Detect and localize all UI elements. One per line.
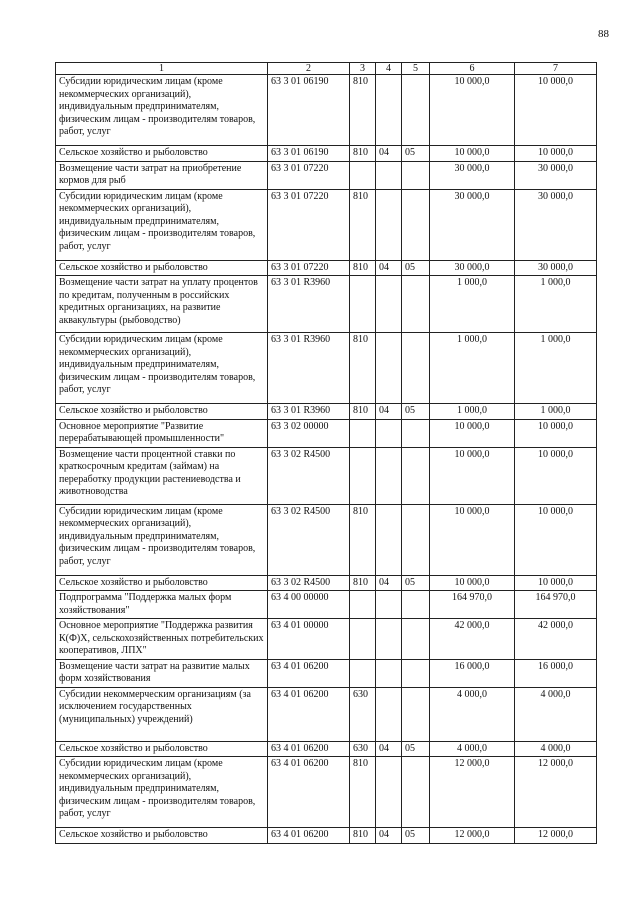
row-code-cell: 63 3 01 07220 [268,189,350,260]
row-sum-2024-cell: 30 000,0 [430,260,515,276]
row-name-cell: Субсидии юридическим лицам (кроме некоммерческих организаций), индивидуальным предпринимателям, физическим лицам - производителям товаров, работ, услуг [56,504,268,575]
row-vr-cell [350,161,376,189]
column-header: 5 [402,63,430,75]
row-code-cell: 63 3 01 06190 [268,146,350,162]
table-row [56,447,597,504]
row-name-cell: Субсидии юридическим лицам (кроме некоммерческих организаций), индивидуальным предпринимателям, физическим лицам - производителям товаров, работ, услуг [56,75,268,146]
row-sum-2025-cell: 30 000,0 [515,189,597,260]
row-code-cell: 63 4 01 06200 [268,659,350,687]
row-code-cell: 63 3 01 06190 [268,75,350,146]
row-sum-2024-cell: 16 000,0 [430,659,515,687]
row-rz-cell [376,687,402,741]
row-code-cell: 63 3 01 R3960 [268,333,350,404]
row-vr-cell: 810 [350,75,376,146]
row-sum-2024-cell: 30 000,0 [430,189,515,260]
row-sum-2025-cell: 1 000,0 [515,276,597,333]
table-row [56,504,597,575]
row-rz-cell [376,659,402,687]
row-rz-cell [376,75,402,146]
table-row [56,333,597,404]
row-pr-cell: 05 [402,741,430,757]
row-rz-cell [376,757,402,828]
table-row [56,75,597,146]
row-vr-cell: 810 [350,828,376,844]
row-sum-2024-cell: 10 000,0 [430,575,515,591]
table-row [56,741,597,757]
row-name-cell: Подпрограмма "Поддержка малых форм хозяйствования" [56,591,268,619]
row-name-cell: Субсидии юридическим лицам (кроме некоммерческих организаций), индивидуальным предпринимателям, физическим лицам - производителям товаров, работ, услуг [56,333,268,404]
row-name-cell: Сельское хозяйство и рыболовство [56,404,268,420]
table-row [56,146,597,162]
row-sum-2025-cell: 1 000,0 [515,404,597,420]
row-rz-cell [376,591,402,619]
column-header: 1 [56,63,268,75]
row-code-cell: 63 3 02 R4500 [268,447,350,504]
row-pr-cell: 05 [402,146,430,162]
row-sum-2024-cell: 4 000,0 [430,741,515,757]
row-name-cell: Основное мероприятие "Поддержка развития К(Ф)Х, сельскохозяйственных потребительских кооперативов, ЛПХ" [56,619,268,660]
row-sum-2025-cell: 12 000,0 [515,828,597,844]
row-sum-2025-cell: 16 000,0 [515,659,597,687]
row-sum-2025-cell: 10 000,0 [515,146,597,162]
row-sum-2025-cell: 10 000,0 [515,447,597,504]
row-sum-2024-cell: 10 000,0 [430,447,515,504]
row-code-cell: 63 4 01 06200 [268,828,350,844]
row-sum-2024-cell: 4 000,0 [430,687,515,741]
row-name-cell: Возмещение части процентной ставки по краткосрочным кредитам (займам) на переработку продукции растениеводства и животноводства [56,447,268,504]
row-pr-cell: 05 [402,260,430,276]
row-rz-cell: 04 [376,146,402,162]
row-vr-cell: 630 [350,741,376,757]
row-code-cell: 63 3 01 07220 [268,260,350,276]
row-rz-cell: 04 [376,575,402,591]
row-name-cell: Возмещение части затрат на развитие малых форм хозяйствования [56,659,268,687]
table-row [56,591,597,619]
row-sum-2024-cell: 1 000,0 [430,404,515,420]
row-code-cell: 63 4 01 00000 [268,619,350,660]
column-header: 4 [376,63,402,75]
row-vr-cell [350,447,376,504]
row-rz-cell: 04 [376,828,402,844]
row-sum-2024-cell: 42 000,0 [430,619,515,660]
row-sum-2025-cell: 10 000,0 [515,575,597,591]
row-pr-cell [402,276,430,333]
column-header: 6 [430,63,515,75]
row-pr-cell [402,687,430,741]
row-vr-cell [350,419,376,447]
table-row [56,260,597,276]
row-sum-2025-cell: 30 000,0 [515,161,597,189]
row-vr-cell [350,276,376,333]
row-sum-2024-cell: 30 000,0 [430,161,515,189]
row-rz-cell [376,419,402,447]
row-pr-cell [402,659,430,687]
row-name-cell: Сельское хозяйство и рыболовство [56,575,268,591]
row-name-cell: Субсидии юридическим лицам (кроме некоммерческих организаций), индивидуальным предпринимателям, физическим лицам - производителям товаров, работ, услуг [56,757,268,828]
row-rz-cell [376,619,402,660]
row-sum-2025-cell: 4 000,0 [515,687,597,741]
table-row [56,659,597,687]
row-vr-cell: 810 [350,260,376,276]
row-name-cell: Основное мероприятие "Развитие перерабатывающей промышленности" [56,419,268,447]
row-sum-2024-cell: 10 000,0 [430,75,515,146]
row-pr-cell [402,161,430,189]
table-row [56,419,597,447]
row-sum-2025-cell: 10 000,0 [515,419,597,447]
column-header: 2 [268,63,350,75]
row-name-cell: Сельское хозяйство и рыболовство [56,260,268,276]
row-sum-2024-cell: 164 970,0 [430,591,515,619]
row-rz-cell [376,504,402,575]
row-name-cell: Возмещение части затрат на уплату процентов по кредитам, полученным в российских кредитных организациях, на развитие аквакультуры (рыбоводство) [56,276,268,333]
row-pr-cell: 05 [402,575,430,591]
page-number: 88 [598,28,609,40]
row-vr-cell [350,619,376,660]
budget-table [55,62,597,844]
row-vr-cell: 810 [350,189,376,260]
row-sum-2024-cell: 10 000,0 [430,146,515,162]
row-sum-2025-cell: 12 000,0 [515,757,597,828]
row-pr-cell: 05 [402,828,430,844]
row-code-cell: 63 3 02 R4500 [268,504,350,575]
row-vr-cell: 810 [350,504,376,575]
row-sum-2024-cell: 10 000,0 [430,419,515,447]
row-pr-cell [402,504,430,575]
row-sum-2025-cell: 1 000,0 [515,333,597,404]
row-vr-cell: 810 [350,146,376,162]
row-pr-cell [402,591,430,619]
row-vr-cell [350,591,376,619]
row-sum-2024-cell: 10 000,0 [430,504,515,575]
table-row [56,828,597,844]
row-rz-cell [376,447,402,504]
row-rz-cell [376,333,402,404]
row-sum-2025-cell: 30 000,0 [515,260,597,276]
row-vr-cell: 630 [350,687,376,741]
row-vr-cell: 810 [350,757,376,828]
column-header: 7 [515,63,597,75]
row-sum-2025-cell: 10 000,0 [515,504,597,575]
row-pr-cell [402,447,430,504]
row-pr-cell [402,189,430,260]
row-name-cell: Сельское хозяйство и рыболовство [56,146,268,162]
table-row [56,161,597,189]
row-name-cell: Субсидии юридическим лицам (кроме некоммерческих организаций), индивидуальным предпринимателям, физическим лицам - производителям товаров, работ, услуг [56,189,268,260]
table-row [56,757,597,828]
row-pr-cell: 05 [402,404,430,420]
row-code-cell: 63 3 02 00000 [268,419,350,447]
table-header-row [56,63,597,75]
table-row [56,619,597,660]
table-row [56,575,597,591]
row-name-cell: Субсидии некоммерческим организациям (за исключением государственных (муниципальных) учреждений) [56,687,268,741]
row-pr-cell [402,757,430,828]
table-row [56,276,597,333]
row-sum-2025-cell: 164 970,0 [515,591,597,619]
row-code-cell: 63 4 01 06200 [268,687,350,741]
row-code-cell: 63 4 01 06200 [268,757,350,828]
row-vr-cell: 810 [350,575,376,591]
row-name-cell: Возмещение части затрат на приобретение кормов для рыб [56,161,268,189]
table-row [56,687,597,741]
row-code-cell: 63 3 01 R3960 [268,276,350,333]
row-name-cell: Сельское хозяйство и рыболовство [56,741,268,757]
row-rz-cell [376,276,402,333]
row-pr-cell [402,419,430,447]
row-vr-cell [350,659,376,687]
row-pr-cell [402,75,430,146]
row-rz-cell [376,189,402,260]
row-sum-2024-cell: 1 000,0 [430,276,515,333]
row-code-cell: 63 3 02 R4500 [268,575,350,591]
row-rz-cell [376,161,402,189]
row-sum-2025-cell: 4 000,0 [515,741,597,757]
row-rz-cell: 04 [376,404,402,420]
row-vr-cell: 810 [350,404,376,420]
row-sum-2025-cell: 42 000,0 [515,619,597,660]
row-sum-2024-cell: 12 000,0 [430,828,515,844]
table-row [56,189,597,260]
row-rz-cell: 04 [376,741,402,757]
row-code-cell: 63 4 01 06200 [268,741,350,757]
row-sum-2025-cell: 10 000,0 [515,75,597,146]
row-pr-cell [402,333,430,404]
row-vr-cell: 810 [350,333,376,404]
row-rz-cell: 04 [376,260,402,276]
row-sum-2024-cell: 12 000,0 [430,757,515,828]
row-pr-cell [402,619,430,660]
row-code-cell: 63 3 01 07220 [268,161,350,189]
column-header: 3 [350,63,376,75]
table-row [56,404,597,420]
row-name-cell: Сельское хозяйство и рыболовство [56,828,268,844]
row-sum-2024-cell: 1 000,0 [430,333,515,404]
row-code-cell: 63 4 00 00000 [268,591,350,619]
row-code-cell: 63 3 01 R3960 [268,404,350,420]
